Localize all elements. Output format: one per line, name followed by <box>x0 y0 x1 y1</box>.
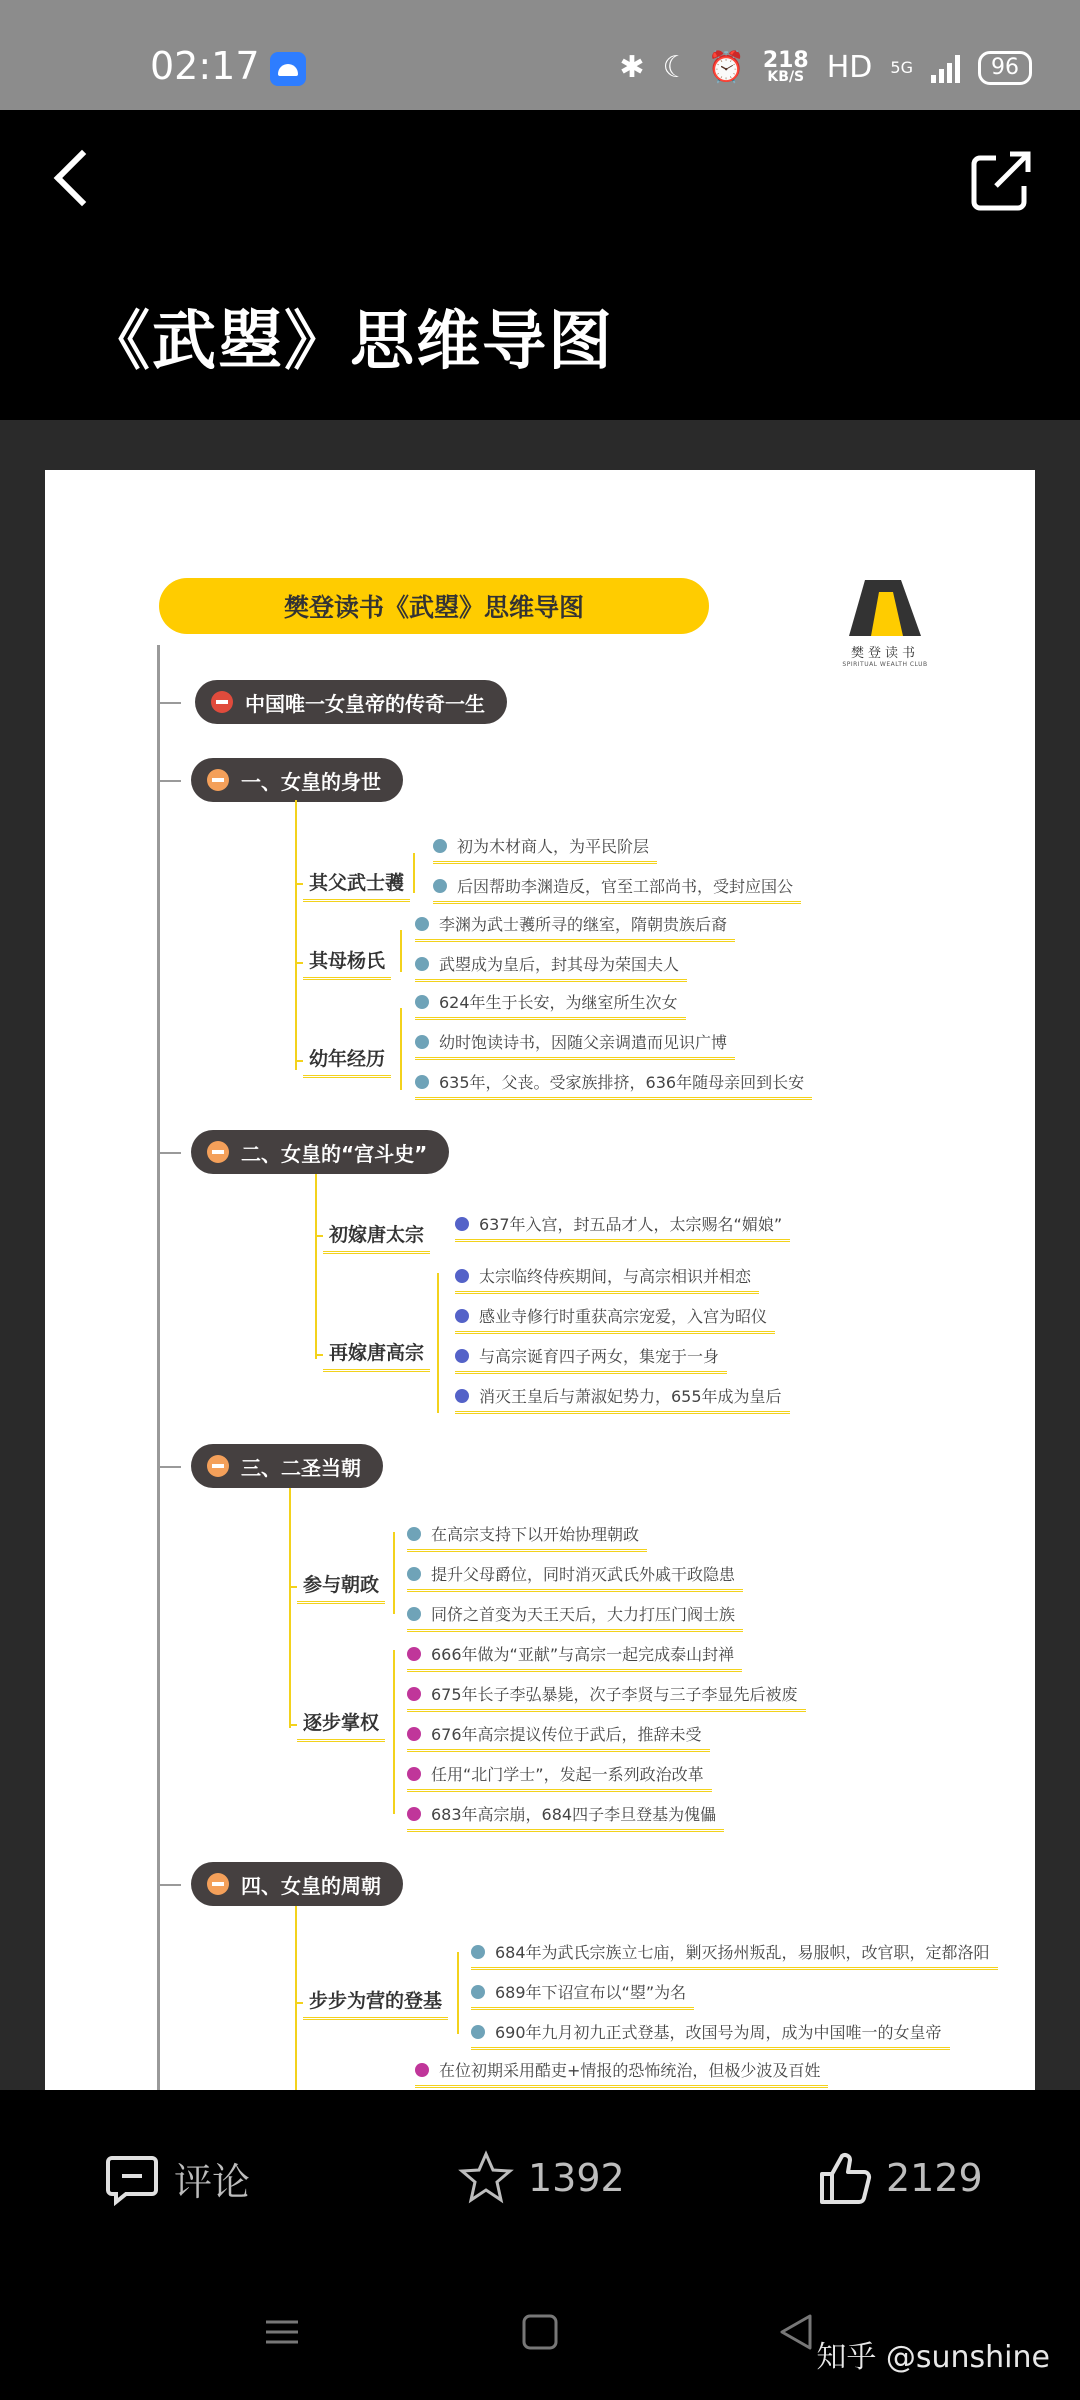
nav-home-button[interactable] <box>518 2310 562 2358</box>
connector <box>157 1466 181 1468</box>
sub-node: 再嫁唐高宗 <box>323 1334 430 1372</box>
section-icon <box>207 1455 229 1477</box>
leaf-dot-icon <box>407 1767 421 1781</box>
leaf-node: 在高宗支持下以开始协理朝政 <box>407 1522 647 1552</box>
image-viewer[interactable] <box>0 420 1080 2090</box>
bluetooth-icon: ✱ <box>619 50 645 85</box>
leaf-dot-icon <box>433 879 447 893</box>
battery-indicator: 96 <box>978 51 1032 85</box>
branch-line <box>315 1174 317 1359</box>
root-node: 中国唯一女皇帝的传奇一生 <box>195 680 507 724</box>
leaf-dot-icon <box>415 995 429 1009</box>
fandeng-logo <box>840 578 930 668</box>
branch-line <box>393 1532 395 1614</box>
leaf-node: 635年，父丧。受家族排挤，636年随母亲回到长安 <box>415 1070 812 1100</box>
leaf-node: 太宗临终侍疾期间，与高宗相识并相恋 <box>455 1264 759 1294</box>
branch-line <box>295 1906 297 2090</box>
alarm-icon: ⏰ <box>707 50 745 85</box>
leaf-dot-icon <box>407 1527 421 1541</box>
branch-line <box>400 1008 402 1090</box>
comment-button[interactable] <box>104 2150 250 2206</box>
sub-node: 其母杨氏 <box>303 942 391 980</box>
share-button[interactable] <box>966 146 1036 216</box>
connector <box>157 1152 181 1154</box>
connector <box>157 1884 181 1886</box>
leaf-dot-icon <box>415 1075 429 1089</box>
sub-node: 逐步掌权 <box>297 1704 385 1742</box>
status-bar <box>0 0 1080 110</box>
leaf-dot-icon <box>415 917 429 931</box>
leaf-dot-icon <box>471 1985 485 1999</box>
leaf-node: 666年做为“亚献”与高宗一起完成泰山封禅 <box>407 1642 742 1672</box>
status-icons <box>619 50 1032 85</box>
leaf-dot-icon <box>455 1217 469 1231</box>
leaf-dot-icon <box>433 839 447 853</box>
logo-subtext: SPIRITUAL WEALTH CLUB <box>842 661 928 668</box>
network-type: 5G <box>890 58 913 77</box>
leaf-node: 684年为武氏宗族立七庙，剿灭扬州叛乱，易服帜，改官职，定都洛阳 <box>471 1940 998 1970</box>
leaf-node: 李渊为武士彟所寻的继室，隋朝贵族后裔 <box>415 912 735 942</box>
branch-line <box>457 1952 459 2034</box>
leaf-node: 683年高宗崩，684四子李旦登基为傀儡 <box>407 1802 724 1832</box>
connector <box>157 780 181 782</box>
nav-menu-button[interactable] <box>260 2310 304 2358</box>
network-speed: 218 KB/S <box>762 48 809 86</box>
android-icon <box>270 52 306 86</box>
leaf-dot-icon <box>455 1269 469 1283</box>
leaf-dot-icon <box>455 1349 469 1363</box>
section-icon <box>207 1873 229 1895</box>
leaf-node: 任用“北门学士”，发起一系列政治改革 <box>407 1762 712 1792</box>
star-icon <box>458 2150 514 2206</box>
home-square-icon <box>518 2310 562 2354</box>
leaf-dot-icon <box>471 2025 485 2039</box>
leaf-dot-icon <box>471 1945 485 1959</box>
signal-icon <box>931 53 960 83</box>
leaf-node: 同侪之首变为天王天后，大力打压门阀士族 <box>407 1602 743 1632</box>
leaf-node: 消灭王皇后与萧淑妃势力，655年成为皇后 <box>455 1384 790 1414</box>
leaf-node: 初为木材商人，为平民阶层 <box>433 834 657 864</box>
logo-mark-icon <box>845 578 925 638</box>
leaf-node: 624年生于长安，为继室所生次女 <box>415 990 686 1020</box>
like-count: 2129 <box>886 2156 983 2200</box>
leaf-node: 提升父母爵位，同时消灭武氏外戚干政隐患 <box>407 1562 743 1592</box>
leaf-node: 675年长子李弘暴毙，次子李贤与三子李显先后被废 <box>407 1682 806 1712</box>
branch-line <box>413 853 415 893</box>
comment-icon <box>104 2150 160 2206</box>
leaf-node: 690年九月初九正式登基，改国号为周，成为中国唯一的女皇帝 <box>471 2020 950 2050</box>
leaf-node: 689年下诏宣布以“曌”为名 <box>471 1980 694 2010</box>
sub-node: 参与朝政 <box>297 1566 385 1604</box>
menu-icon <box>260 2310 304 2354</box>
back-triangle-icon <box>774 2310 818 2354</box>
leaf-dot-icon <box>415 957 429 971</box>
section-node: 四、女皇的周朝 <box>191 1862 403 1906</box>
root-icon <box>211 691 233 713</box>
leaf-node: 武曌成为皇后，封其母为荣国夫人 <box>415 952 687 982</box>
leaf-dot-icon <box>407 1687 421 1701</box>
mindmap-trunk <box>157 645 160 2090</box>
bottom-bar <box>0 2090 1080 2400</box>
leaf-dot-icon <box>415 1035 429 1049</box>
leaf-dot-icon <box>455 1309 469 1323</box>
mindmap-banner: 樊登读书《武曌》思维导图 <box>159 578 709 634</box>
branch-line <box>289 1488 291 1728</box>
branch-line <box>393 1650 395 1814</box>
hd-badge: HD <box>826 50 873 85</box>
back-button[interactable] <box>42 144 112 214</box>
leaf-node: 与高宗诞育四子两女，集宠于一身 <box>455 1344 727 1374</box>
mindmap-image <box>45 470 1035 2090</box>
leaf-dot-icon <box>407 1807 421 1821</box>
page-title: 《武曌》思维导图 <box>86 305 614 379</box>
section-icon <box>207 769 229 791</box>
leaf-dot-icon <box>407 1567 421 1581</box>
comment-label: 评论 <box>174 2159 251 2204</box>
favorite-count: 1392 <box>528 2156 625 2200</box>
leaf-node: 幼时饱读诗书，因随父亲调遣而见识广博 <box>415 1030 735 1060</box>
logo-text: 樊登读书 <box>850 646 919 661</box>
sub-node: 其父武士彟 <box>303 864 410 902</box>
section-node: 三、二圣当朝 <box>191 1444 383 1488</box>
connector <box>157 702 181 704</box>
leaf-dot-icon <box>407 1647 421 1661</box>
leaf-node: 后因帮助李渊造反，官至工部尚书，受封应国公 <box>433 874 801 904</box>
top-bar <box>0 110 1080 420</box>
branch-line <box>400 930 402 972</box>
status-time: 02:17 <box>150 44 260 88</box>
sub-node: 幼年经历 <box>303 1040 391 1078</box>
favorite-button[interactable] <box>458 2150 625 2206</box>
share-icon <box>966 146 1036 216</box>
leaf-dot-icon <box>415 2063 429 2077</box>
leaf-node: 676年高宗提议传位于武后，推辞未受 <box>407 1722 710 1752</box>
nav-back-button[interactable] <box>774 2310 818 2358</box>
like-button[interactable] <box>816 2150 983 2206</box>
sub-node: 步步为营的登基 <box>303 1982 448 2020</box>
zhihu-watermark: 知乎 @sunshine <box>816 2340 1050 2375</box>
leaf-node: 在位初期采用酷吏+情报的恐怖统治，但极少波及百姓 <box>415 2058 828 2088</box>
section-node: 一、女皇的身世 <box>191 758 403 802</box>
section-node: 二、女皇的“宫斗史” <box>191 1130 449 1174</box>
leaf-node: 637年入宫，封五品才人，太宗赐名“媚娘” <box>455 1212 790 1242</box>
leaf-dot-icon <box>407 1727 421 1741</box>
leaf-node: 感业寺修行时重获高宗宠爱，入宫为昭仪 <box>455 1304 775 1334</box>
leaf-dot-icon <box>455 1389 469 1403</box>
moon-icon: ☾ <box>662 50 690 85</box>
leaf-dot-icon <box>407 1607 421 1621</box>
thumbs-up-icon <box>816 2150 872 2206</box>
branch-line <box>295 800 297 1070</box>
branch-line <box>437 1273 439 1413</box>
section-icon <box>207 1141 229 1163</box>
sub-node: 初嫁唐太宗 <box>323 1216 430 1254</box>
